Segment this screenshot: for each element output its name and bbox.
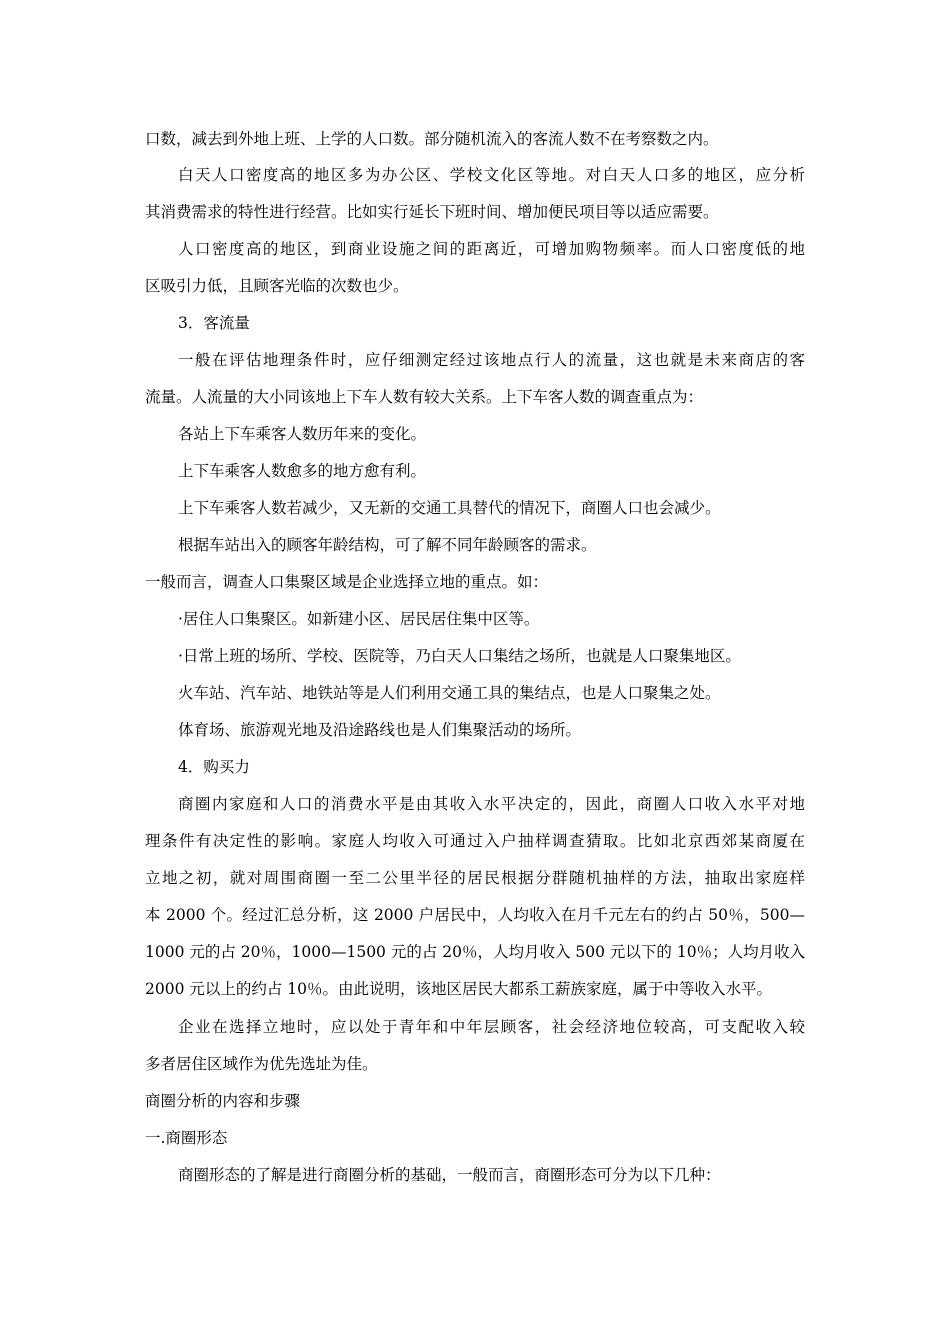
text-line: 多者居住区域作为优先选址为佳。 xyxy=(145,1055,378,1073)
text-line: 一般而言，调查人口集聚区域是企业选择立地的重点。如： xyxy=(145,573,549,591)
list-item: ·居住人口集聚区。如新建小区、居民居住集中区等。 xyxy=(178,610,540,628)
text-line: 各站上下车乘客人数历年来的变化。 xyxy=(178,425,427,443)
text-line: 理条件有决定性的影响。家庭人均收入可通过入户抽样调查猜取。比如北京西郊某商厦在 xyxy=(145,832,805,850)
text-line: 火车站、汽车站、地铁站等是人们利用交通工具的集结点，也是人口聚集之处。 xyxy=(178,684,721,702)
text-line: 上下车乘客人数若减少，又无新的交通工具替代的情况下，商圈人口也会减少。 xyxy=(178,499,721,517)
section-heading: 商圈分析的内容和步骤 xyxy=(145,1092,301,1110)
text-line: 口数，减去到外地上班、上学的人口数。部分随机流入的客流人数不在考察数之内。 xyxy=(145,130,719,148)
text-line: 人口密度高的地区，到商业设施之间的距离近，可增加购物频率。而人口密度低的地 xyxy=(178,240,805,258)
text-line: 企业在选择立地时，应以处于青年和中年层顾客，社会经济地位较高，可支配收入较 xyxy=(178,1018,805,1036)
text-line: 商圈形态的了解是进行商圈分析的基础，一般而言，商圈形态可分为以下几种： xyxy=(178,1166,721,1184)
text-line: 流量。人流量的大小同该地上下车人数有较大关系。上下车客人数的调查重点为： xyxy=(145,388,704,406)
text-line: 区吸引力低，且顾客光临的次数也少。 xyxy=(145,277,409,295)
section-heading: 一.商圈形态 xyxy=(145,1129,228,1147)
section-heading: 3．客流量 xyxy=(178,314,250,332)
text-line: 2000 元以上的约占 10％。由此说明，该地区居民大都系工薪族家庭，属于中等收入水平。 xyxy=(145,980,773,998)
text-line: 上下车乘客人数愈多的地方愈有利。 xyxy=(178,462,427,480)
list-item: ·日常上班的场所、学校、医院等，乃白天人口集结之场所，也就是人口聚集地区。 xyxy=(178,647,741,665)
text-line: 本 2000 个。经过汇总分析，这 2000 户居民中，人均收入在月千元左右的约占 50％，500— xyxy=(145,906,805,924)
text-line: 商圈内家庭和人口的消费水平是由其收入水平决定的，因此，商圈人口收入水平对地 xyxy=(178,795,805,813)
text-line: 其消费需求的特性进行经营。比如实行延长下班时间、增加便民项目等以适应需要。 xyxy=(145,203,719,221)
section-heading: 4．购买力 xyxy=(178,758,250,776)
text-line: 根据车站出入的顾客年龄结构，可了解不同年龄顾客的需求。 xyxy=(178,536,597,554)
text-line: 1000 元的占 20％，1000—1500 元的占 20％，人均月收入 500 元以下的 10％；人均月收入 xyxy=(145,943,806,961)
text-line: 立地之初，就对周围商圈一至二公里半径的居民根据分群随机抽样的方法，抽取出家庭样 xyxy=(145,869,805,887)
text-line: 一般在评估地理条件时，应仔细测定经过该地点行人的流量，这也就是未来商店的客 xyxy=(178,351,805,369)
text-line: 体育场、旅游观光地及沿途路线也是人们集聚活动的场所。 xyxy=(178,721,582,739)
text-line: 白天人口密度高的地区多为办公区、学校文化区等地。对白天人口多的地区，应分析 xyxy=(178,166,805,184)
